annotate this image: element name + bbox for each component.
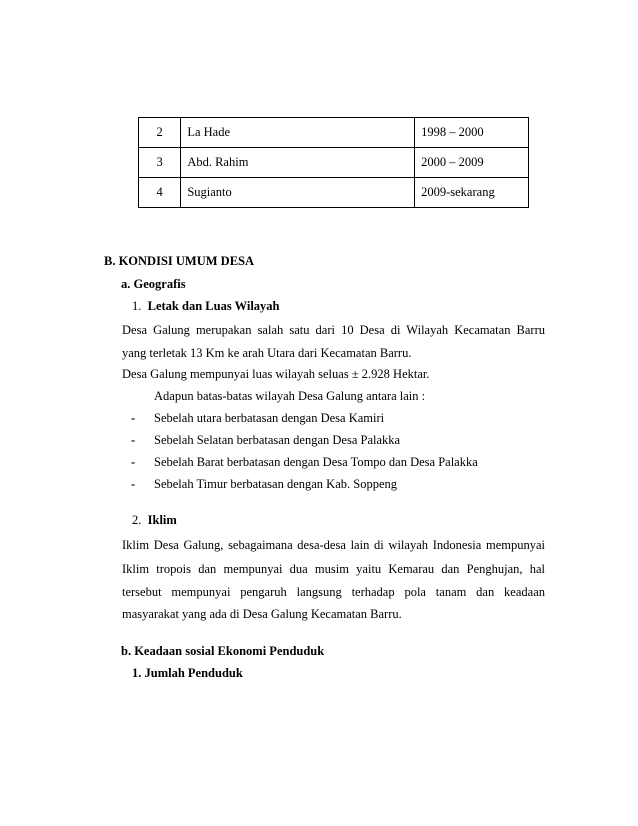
section-heading: B. KONDISI UMUM DESA xyxy=(104,254,255,268)
item-number: 1. xyxy=(132,299,142,313)
table-cell-period: 2000 – 2009 xyxy=(415,148,529,178)
list-item: Sebelah Barat berbatasan dengan Desa Tompo dan Desa Palakka xyxy=(154,455,478,469)
item-heading-jumlah-penduduk: 1. Jumlah Penduduk xyxy=(132,666,243,680)
bullet-marker: - xyxy=(131,477,136,491)
village-heads-table xyxy=(138,117,529,208)
paragraph-line: Iklim tropois dan mempunyai dua musim yaitu Kemarau dan Penghujan, hal xyxy=(122,562,545,576)
item-number: 2. xyxy=(132,513,142,527)
table-cell-number: 3 xyxy=(139,148,181,178)
bullet-marker: - xyxy=(131,455,136,469)
table-cell-period: 1998 – 2000 xyxy=(415,118,529,148)
table-cell-period: 2009-sekarang xyxy=(415,178,529,208)
paragraph-line: Desa Galung mempunyai luas wilayah seluas ± 2.928 Hektar. xyxy=(122,367,430,381)
table-row xyxy=(139,148,529,178)
table-row xyxy=(139,118,529,148)
table-row xyxy=(139,178,529,208)
table-cell-name: Abd. Rahim xyxy=(181,148,415,178)
list-item: Sebelah utara berbatasan dengan Desa Kamiri xyxy=(154,411,385,425)
table-cell-name: Sugianto xyxy=(181,178,415,208)
item-title: Iklim xyxy=(147,513,177,527)
paragraph-line: Desa Galung merupakan salah satu dari 10 Desa di Wilayah Kecamatan Barru xyxy=(122,323,545,337)
list-item: Sebelah Selatan berbatasan dengan Desa Palakka xyxy=(154,433,401,447)
table-cell-number: 2 xyxy=(139,118,181,148)
bullet-marker: - xyxy=(131,411,136,425)
paragraph-line: masyarakat yang ada di Desa Galung Kecamatan Barru. xyxy=(122,607,402,621)
paragraph-line: tersebut mempunyai pengaruh langsung terhadap pola tanam dan keadaan xyxy=(122,585,545,599)
bullet-marker: - xyxy=(131,433,136,447)
paragraph-line: yang terletak 13 Km ke arah Utara dari Kecamatan Barru. xyxy=(122,346,412,360)
table-cell-number: 4 xyxy=(139,178,181,208)
list-item: Sebelah Timur berbatasan dengan Kab. Soppeng xyxy=(154,477,398,491)
item-heading-iklim xyxy=(132,512,177,528)
paragraph-line: Adapun batas-batas wilayah Desa Galung antara lain : xyxy=(154,389,426,403)
item-title: Letak dan Luas Wilayah xyxy=(147,299,280,313)
table-cell-name: La Hade xyxy=(181,118,415,148)
subsection-heading-geografis: a. Geografis xyxy=(121,277,186,291)
subsection-heading-sosial-ekonomi: b. Keadaan sosial Ekonomi Penduduk xyxy=(121,644,325,658)
paragraph-line: Iklim Desa Galung, sebagaimana desa-desa lain di wilayah Indonesia mempunyai xyxy=(122,538,545,552)
item-heading-letak xyxy=(132,298,280,314)
